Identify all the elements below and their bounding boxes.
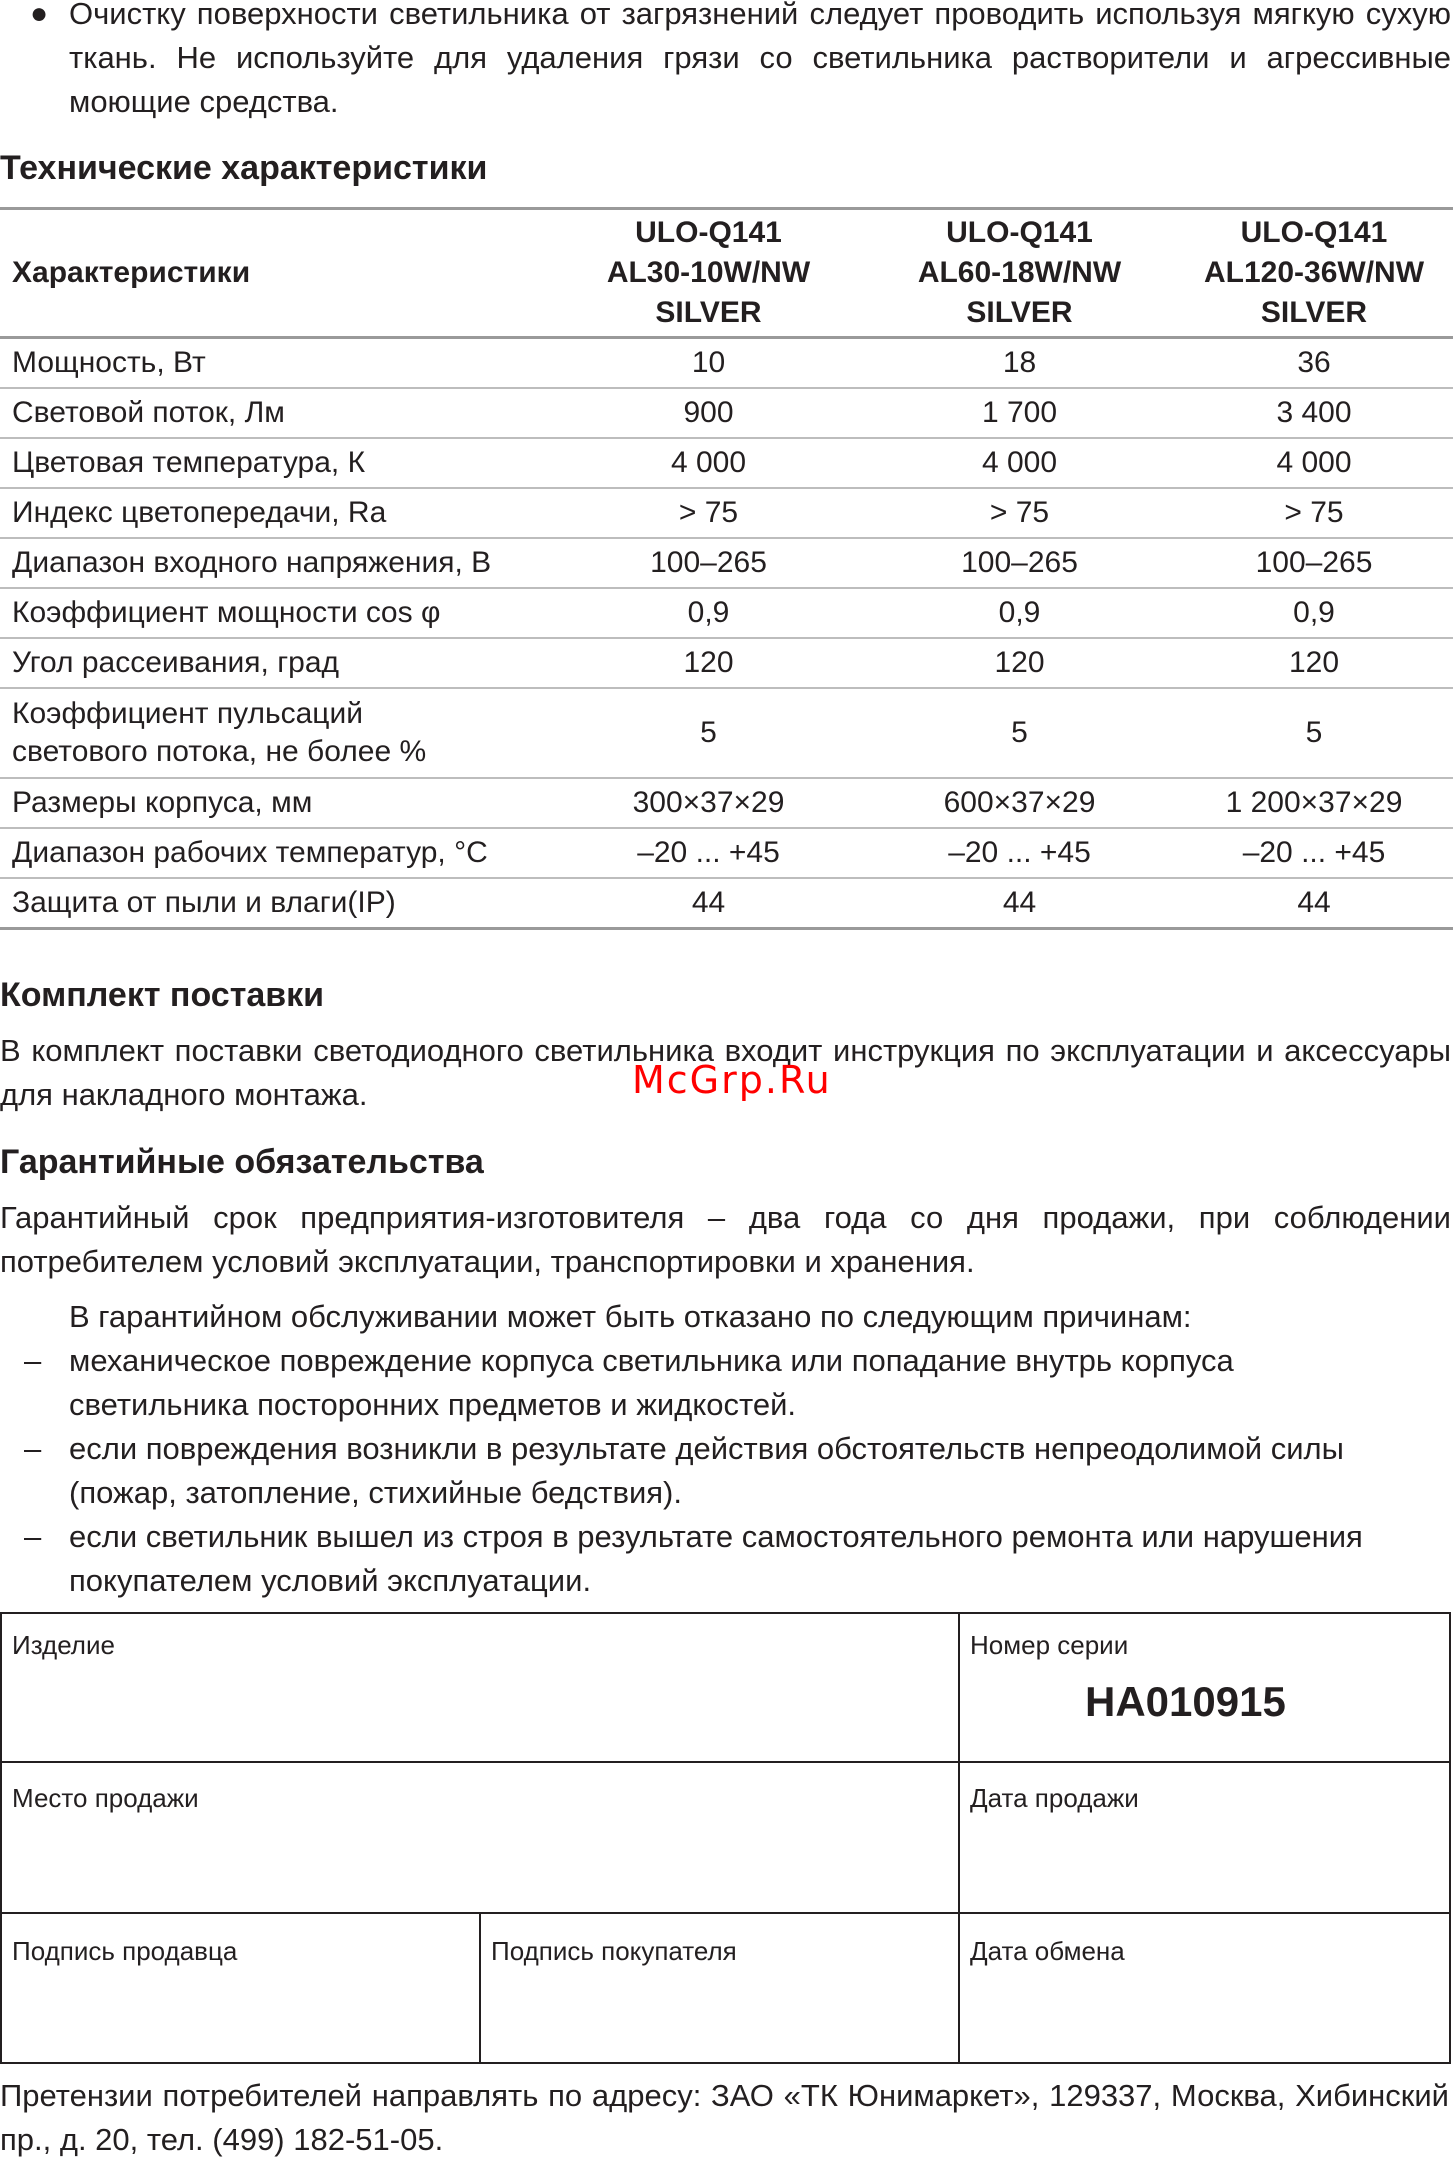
model-1-line2: AL30-10W/NW [606,256,811,289]
row-value: 100–265 [650,546,767,579]
row-value: > 75 [678,496,739,529]
list-item-line2: светильника посторонних предметов и жидкостей. [69,1387,797,1422]
row-value: 36 [1297,346,1331,379]
table-row [0,688,1453,778]
row-value: 5 [700,716,717,749]
row-value: > 75 [1284,496,1344,529]
card-divider-vertical [479,1912,481,2064]
row-value: 5 [1305,716,1323,749]
table-row [0,438,1453,488]
row-value: 44 [691,886,726,919]
serial-value: HA010915 [1085,1678,1286,1725]
row-label: Размеры корпуса, мм [12,786,313,819]
package-title: Комплект поставки [0,976,325,1014]
table-row [0,538,1453,588]
model-1-line3: SILVER [655,296,762,329]
row-label: Угол рассеивания, град [12,646,340,679]
buyer-signature-label: Подпись покупателя [491,1936,737,1966]
row-value: 4 000 [670,446,747,479]
row-value: 600×37×29 [943,786,1096,819]
model-1-line1: ULO-Q141 [635,216,782,249]
list-item-line1: механическое повреждение корпуса светильника или попадание внутрь корпуса [69,1343,1234,1378]
product-label: Изделие [12,1630,115,1660]
row-label: Диапазон входного напряжения, В [12,546,492,579]
table-row [0,828,1453,878]
package-text: В комплект поставки светодиодного светильника входит инструкция по эксплуатации и аксессуары для накладного монтажа. [0,1033,1451,1112]
row-value: 4 000 [981,446,1058,479]
dash-bullet: – [24,1519,42,1554]
model-2-line1: ULO-Q141 [946,216,1093,249]
dash-bullet: – [24,1431,42,1466]
table-row [0,388,1453,438]
row-label-line2: светового потока, не более % [12,735,427,768]
seller-signature-label: Подпись продавца [12,1936,238,1966]
row-value: 44 [1002,886,1037,919]
row-value: –20 ... +45 [637,836,780,869]
row-value: 18 [1002,346,1037,379]
model-3-line2: AL120-36W/NW [1203,256,1425,289]
row-label: Защита от пыли и влаги(IP) [12,886,396,919]
table-row [0,778,1453,828]
row-label: Цветовая температура, К [12,446,366,479]
watermark: McGrp.Ru [632,1058,832,1102]
row-value: 5 [1011,716,1028,749]
model-3-line1: ULO-Q141 [1240,216,1388,249]
table-row [0,338,1453,389]
row-label: Световой поток, Лм [12,396,285,429]
row-value: 900 [683,396,734,429]
row-value: 100–265 [1255,546,1373,579]
table-row [0,638,1453,688]
card-divider-vertical [958,1612,960,2064]
row-value: 1 200×37×29 [1225,786,1403,819]
bullet-dot-icon: ● [30,0,49,30]
row-value: > 75 [989,496,1050,529]
serial-label: Номер серии [970,1630,1129,1660]
table-row [0,488,1453,538]
row-label-line1: Коэффициент пульсаций [12,697,363,730]
row-value: 120 [1288,646,1340,679]
list-item-line1: если повреждения возникли в результате действия обстоятельств непреодолимой силы [69,1431,1344,1466]
refusal-intro-text: В гарантийном обслуживании может быть отказано по следующим причинам: [69,1299,1192,1334]
row-value: –20 ... +45 [1242,836,1386,869]
date-of-sale-label: Дата продажи [970,1783,1139,1813]
model-header-2 [864,209,1175,338]
row-value: –20 ... +45 [948,836,1091,869]
row-value: 0,9 [998,596,1041,629]
row-value: 120 [683,646,734,679]
row-label: Диапазон рабочих температур, °С [12,836,488,869]
specs-header-label: Характеристики [12,256,251,289]
list-item-line2: (пожар, затопление, стихийные бедствия). [69,1475,682,1510]
model-header-3 [1175,209,1453,338]
exchange-date-label: Дата обмена [970,1936,1125,1966]
list-item-line1: если светильник вышел из строя в результате самостоятельного ремонта или нарушения [69,1519,1363,1554]
warranty-text: Гарантийный срок предприятия-изготовителя – два года со дня продажи, при соблюдении потребителем условий эксплуатации, транспортировки и хранения. [0,1200,1451,1279]
row-value: 1 700 [981,396,1058,429]
row-value: 0,9 [687,596,730,629]
specs-title: Технические характеристики [0,149,488,187]
table-row [0,878,1453,929]
intro-bullet-text: Очистку поверхности светильника от загрязнений следует проводить используя мягкую сухую ткань. Не используйте для удаления грязи со светильника растворители и агрессивные моющие средства. [69,0,1451,119]
row-value: 44 [1297,886,1331,919]
dash-bullet: – [24,1343,42,1378]
model-2-line3: SILVER [966,296,1073,329]
place-of-sale-label: Место продажи [12,1783,199,1813]
row-value: 10 [691,346,726,379]
table-row [0,588,1453,638]
row-value: 4 000 [1276,446,1352,479]
row-label: Коэффициент мощности cos φ [12,596,441,629]
row-value: 100–265 [961,546,1078,579]
row-value: 0,9 [1293,596,1335,629]
model-3-line3: SILVER [1260,296,1368,329]
row-value: 3 400 [1276,396,1352,429]
model-header-1 [553,209,864,338]
model-2-line2: AL60-18W/NW [917,256,1122,289]
specs-header-row [0,209,1453,338]
row-label [0,688,553,778]
row-value: 120 [994,646,1045,679]
row-label: Мощность, Вт [12,346,206,379]
list-item-line2: покупателем условий эксплуатации. [69,1563,592,1598]
row-value: 300×37×29 [632,786,785,819]
card-divider-horizontal [0,1912,1451,1914]
claims-address: Претензии потребителей направлять по адресу: ЗАО «ТК Юнимаркет», 129337, Москва, Хибинский пр., д. 20, тел. (499) 182-51-05. [0,2078,1449,2157]
row-label: Индекс цветопередачи, Ra [12,496,387,529]
specs-table [0,207,1453,930]
card-divider-horizontal [0,1761,1451,1763]
warranty-title: Гарантийные обязательства [0,1143,484,1181]
